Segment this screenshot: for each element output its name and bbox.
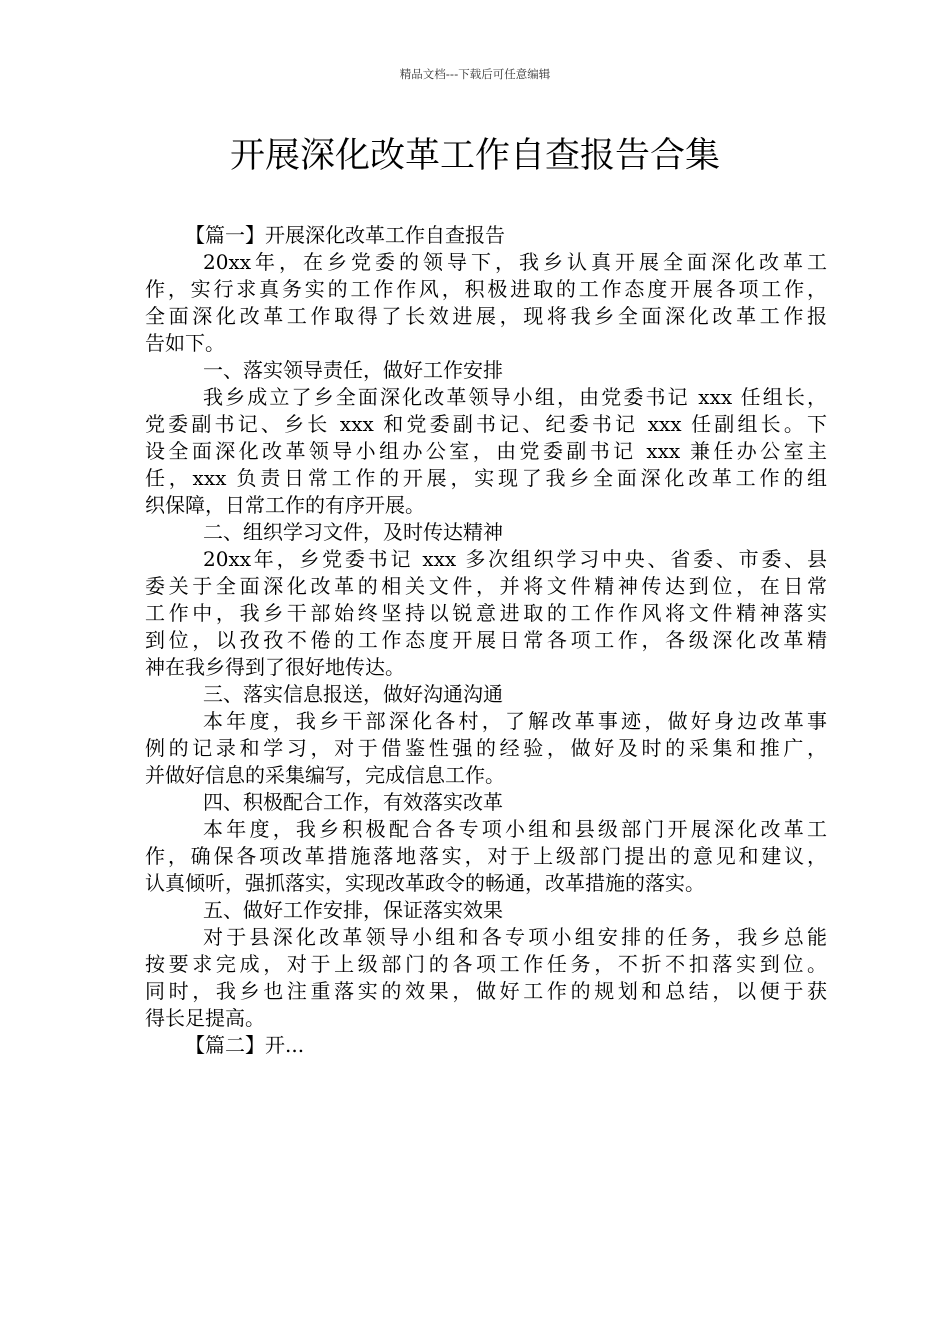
text-line: 作，确保各项改革措施落地落实，对于上级部门提出的意见和建议， [145,844,827,868]
text-line: 织保障，日常工作的有序开展。 [145,493,425,517]
text-line: 二、组织学习文件，及时传达精神 [203,520,503,544]
text-line: 到位，以孜孜不倦的工作态度开展日常各项工作，各级深化改革精 [145,628,827,652]
text-line: 党委副书记、乡长 xxx 和党委副书记、纪委书记 xxx 任副组长。下 [145,412,827,436]
text-line: 一、落实领导责任，做好工作安排 [203,358,503,382]
section-heading [145,897,827,924]
text-line: 全面深化改革工作取得了长效进展，现将我乡全面深化改革工作报 [145,304,827,328]
section-heading [145,681,827,708]
text-line: 对于县深化改革领导小组和各专项小组安排的任务，我乡总能 [203,925,827,949]
text-line: 例的记录和学习，对于借鉴性强的经验，做好及时的采集和推广， [145,736,827,760]
text-line: 设全面深化改革领导小组办公室，由党委副书记 xxx 兼任办公室主 [145,439,827,463]
text-line: 按要求完成，对于上级部门的各项工作任务，不折不扣落实到位。 [145,952,827,976]
document-body [145,222,827,1059]
text-line: 委关于全面深化改革的相关文件，并将文件精神传达到位，在日常 [145,574,827,598]
body-paragraph [145,249,827,357]
text-line: 告如下。 [145,331,225,355]
text-line: 同时，我乡也注重落实的效果，做好工作的规划和总结，以便于获 [145,979,827,1003]
text-line: 本年度，我乡积极配合各专项小组和县级部门开展深化改革工 [203,817,827,841]
text-line: 20xx年，乡党委书记 xxx 多次组织学习中央、省委、市委、县 [203,547,827,571]
body-paragraph [145,384,827,519]
header-note: 精品文档---下载后可任意编辑 [399,67,551,81]
text-line: 三、落实信息报送，做好沟通沟通 [203,682,503,706]
text-line: 工作中，我乡干部始终坚持以锐意进取的工作作风将文件精神落实 [145,601,827,625]
text-line: 20xx年，在乡党委的领导下，我乡认真开展全面深化改革工 [203,250,827,274]
text-line: 得长足提高。 [145,1006,265,1030]
body-paragraph [145,816,827,897]
body-paragraph [145,546,827,681]
text-line: 认真倾听，强抓落实，实现改革政令的畅通，改革措施的落实。 [145,871,705,895]
text-line: 我乡成立了乡全面深化改革领导小组，由党委书记 xxx 任组长， [203,385,827,409]
body-paragraph [145,924,827,1032]
text-line: 【篇一】开展深化改革工作自查报告 [185,223,505,247]
text-line: 本年度，我乡干部深化各村，了解改革事迹，做好身边改革事 [203,709,827,733]
section-heading [145,789,827,816]
section-heading [145,357,827,384]
text-line: 并做好信息的采集编写，完成信息工作。 [145,763,505,787]
text-line: 五、做好工作安排，保证落实效果 [203,898,503,922]
section-heading [145,222,827,249]
section-heading [145,519,827,546]
document-title: 开展深化改革工作自查报告合集 [229,136,720,176]
text-line: 神在我乡得到了很好地传达。 [145,655,405,679]
text-line: 四、积极配合工作，有效落实改革 [203,790,503,814]
text-line: 作，实行求真务实的工作作风，积极进取的工作态度开展各项工作， [145,277,827,301]
text-line: 【篇二】开... [185,1033,305,1057]
section-heading [145,1032,827,1059]
text-line: 任，xxx 负责日常工作的开展，实现了我乡全面深化改革工作的组 [145,466,827,490]
body-paragraph [145,708,827,789]
